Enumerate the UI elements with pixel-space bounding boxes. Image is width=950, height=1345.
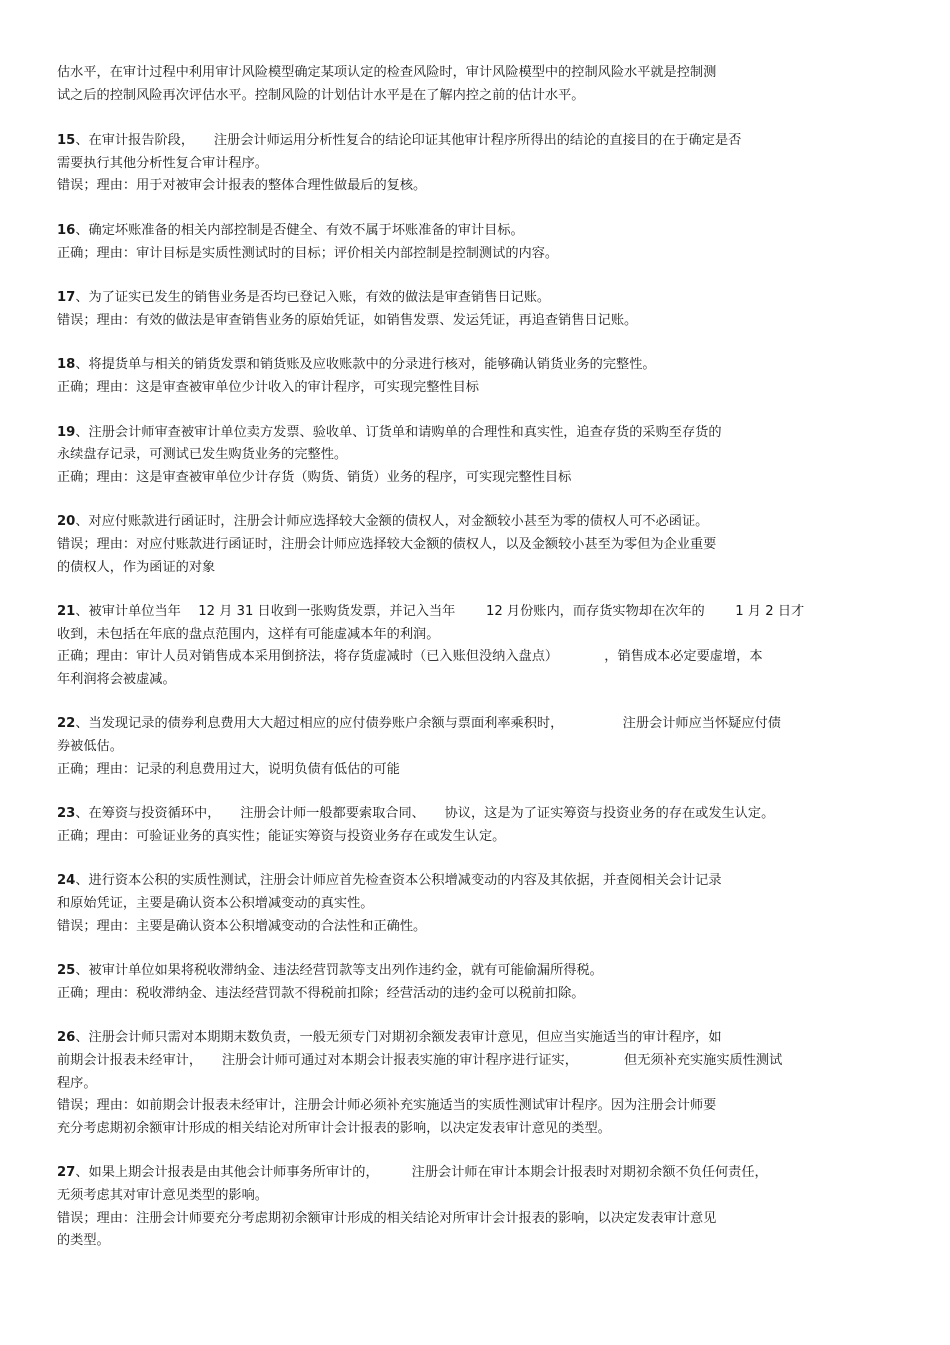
answer-line: 错误；理由：如前期会计报表未经审计，注册会计师必须补充实施适当的实质性测试审计程序。因为注册会计师要 (57, 1098, 717, 1114)
text-line: 估水平，在审计过程中利用审计风险模型确定某项认定的检查风险时，审计风险模型中的控制风险水平就是控制测 (57, 65, 717, 80)
question-item (57, 601, 892, 691)
question-number: 21 (57, 604, 76, 620)
answer-line: 需要执行其他分析性复合审计程序。 (57, 155, 268, 171)
document-page (57, 62, 892, 1275)
question-number: 23 (57, 806, 76, 822)
answer-line: 正确；理由：审计人员对销售成本采用倒挤法，将存货虚减时（已入账但没纳入盘点） ，销售成本必定要虚增，本 (57, 649, 763, 665)
answer-line: 正确；理由：可验证业务的真实性；能证实筹资与投资业务存在或发生认定。 (57, 828, 506, 844)
answer-line: 年利润将会被虚减。 (57, 671, 176, 687)
question-item (57, 1162, 892, 1252)
question-line (57, 130, 892, 153)
question-item (57, 354, 892, 399)
question-line (57, 287, 892, 310)
question-item (57, 220, 892, 265)
question-item (57, 511, 892, 579)
text-line: 试之后的控制风险再次评估水平。控制风险的计划估计水平是在了解内控之前的估计水平。 (57, 87, 585, 103)
answer-line: 前期会计报表未经审计， 注册会计师可通过对本期会计报表实施的审计程序进行证实， 但无须补充实施实质性测试 (57, 1053, 783, 1068)
question-item (57, 1027, 892, 1140)
question-line (57, 422, 892, 445)
question-text: 、如果上期会计报表是由其他会计师事务所审计的， 注册会计师在审计本期会计报表时对期初余额不负任何责任， (75, 1165, 768, 1181)
question-number: 15 (57, 133, 76, 149)
answer-line: 程序。 (57, 1075, 97, 1091)
question-line (57, 960, 892, 983)
question-item (57, 803, 892, 848)
question-text: 、在筹资与投资循环中， 注册会计师一般都要索取合同、 协议，这是为了证实筹资与投资业务的存在或发生认定。 (75, 806, 775, 822)
question-line (57, 870, 892, 893)
question-text: 、在审计报告阶段， 注册会计师运用分析性复合的结论印证其他审计程序所得出的结论的直接目的在于确定是否 (75, 133, 742, 149)
question-number: 17 (57, 290, 76, 306)
question-line (57, 1162, 892, 1185)
answer-line: 正确；理由：这是审查被审单位少计收入的审计程序，可实现完整性目标 (57, 379, 479, 395)
question-number: 26 (57, 1030, 76, 1046)
question-text: 、确定坏账准备的相关内部控制是否健全、有效不属于坏账准备的审计目标。 (75, 222, 524, 238)
answer-line: 错误；理由：主要是确认资本公积增减变动的合法性和正确性。 (57, 918, 427, 934)
intro-paragraph (57, 62, 892, 107)
question-line (57, 803, 892, 826)
answer-line: 错误；理由：有效的做法是审查销售业务的原始凭证，如销售发票、发运凭证，再追查销售日记账。 (57, 312, 638, 328)
answer-line: 正确；理由：税收滞纳金、违法经营罚款不得税前扣除；经营活动的违约金可以税前扣除。 (57, 985, 585, 1001)
answer-line: 充分考虑期初余额审计形成的相关结论对所审计会计报表的影响，以决定发表审计意见的类型。 (57, 1120, 611, 1136)
question-number: 25 (57, 963, 76, 979)
answer-line: 正确；理由：审计目标是实质性测试时的目标；评价相关内部控制是控制测试的内容。 (57, 245, 559, 261)
answer-line: 永续盘存记录，可测试已发生购货业务的完整性。 (57, 447, 348, 463)
question-text: 、为了证实已发生的销售业务是否均已登记入账，有效的做法是审查销售日记账。 (75, 290, 551, 306)
question-number: 18 (57, 357, 76, 373)
answer-line: 的债权人，作为函证的对象 (57, 559, 216, 575)
question-number: 16 (57, 222, 76, 238)
question-item (57, 870, 892, 938)
question-line (57, 601, 892, 624)
answer-line: 错误；理由：注册会计师要充分考虑期初余额审计形成的相关结论对所审计会计报表的影响，以决定发表审计意见 (57, 1210, 717, 1226)
answer-line: 的类型。 (57, 1233, 110, 1249)
question-line (57, 220, 892, 243)
question-text: 、进行资本公积的实质性测试，注册会计师应首先检查资本公积增减变动的内容及其依据，并查阅相关会计记录 (75, 873, 722, 889)
answer-line: 收到，未包括在年底的盘点范围内，这样有可能虚减本年的利润。 (57, 626, 440, 642)
answer-line: 错误；理由：对应付账款进行函证时，注册会计师应选择较大金额的债权人，以及金额较小甚至为零但为企业重要 (57, 536, 717, 552)
answer-line: 无须考虑其对审计意见类型的影响。 (57, 1187, 268, 1203)
question-item (57, 287, 892, 332)
question-item (57, 422, 892, 490)
question-item (57, 713, 892, 781)
question-line (57, 1027, 892, 1050)
answer-line: 错误；理由：用于对被审会计报表的整体合理性做最后的复核。 (57, 178, 427, 194)
question-item (57, 960, 892, 1005)
question-line (57, 354, 892, 377)
question-number: 19 (57, 424, 76, 440)
question-text: 、对应付账款进行函证时，注册会计师应选择较大金额的债权人，对金额较小甚至为零的债权人可不必函证。 (75, 514, 709, 530)
answer-line: 正确；理由：记录的利息费用过大，说明负债有低估的可能 (57, 761, 400, 777)
question-number: 27 (57, 1165, 76, 1181)
question-number: 22 (57, 716, 76, 732)
question-number: 20 (57, 514, 76, 530)
question-text: 、将提货单与相关的销货发票和销货账及应收账款中的分录进行核对，能够确认销货业务的完整性。 (75, 357, 656, 373)
question-text: 、注册会计师只需对本期期末数负责，一般无须专门对期初余额发表审计意见，但应当实施适当的审计程序，如 (75, 1030, 722, 1046)
question-text: 、注册会计师审查被审计单位卖方发票、验收单、订货单和请购单的合理性和真实性，追查存货的采购至存货的 (75, 424, 722, 440)
question-line (57, 713, 892, 736)
question-item (57, 130, 892, 198)
question-text: 、被审计单位如果将税收滞纳金、违法经营罚款等支出列作违约金，就有可能偷漏所得税。 (75, 963, 603, 979)
question-text: 、当发现记录的债券利息费用大大超过相应的应付债券账户余额与票面利率乘积时， 注册会计师应当怀疑应付债 (75, 716, 781, 732)
answer-line: 券被低估。 (57, 739, 123, 755)
question-line (57, 511, 892, 534)
answer-line: 和原始凭证，主要是确认资本公积增减变动的真实性。 (57, 896, 374, 912)
question-list (57, 130, 892, 1253)
answer-line: 正确；理由：这是审查被审单位少计存货（购货、销货）业务的程序，可实现完整性目标 (57, 469, 572, 485)
question-number: 24 (57, 873, 76, 889)
question-text: 、被审计单位当年 12 月 31 日收到一张购货发票，并记入当年 12 月份账内，而存货实物却在次年的 1 月 2 日才 (75, 604, 805, 620)
